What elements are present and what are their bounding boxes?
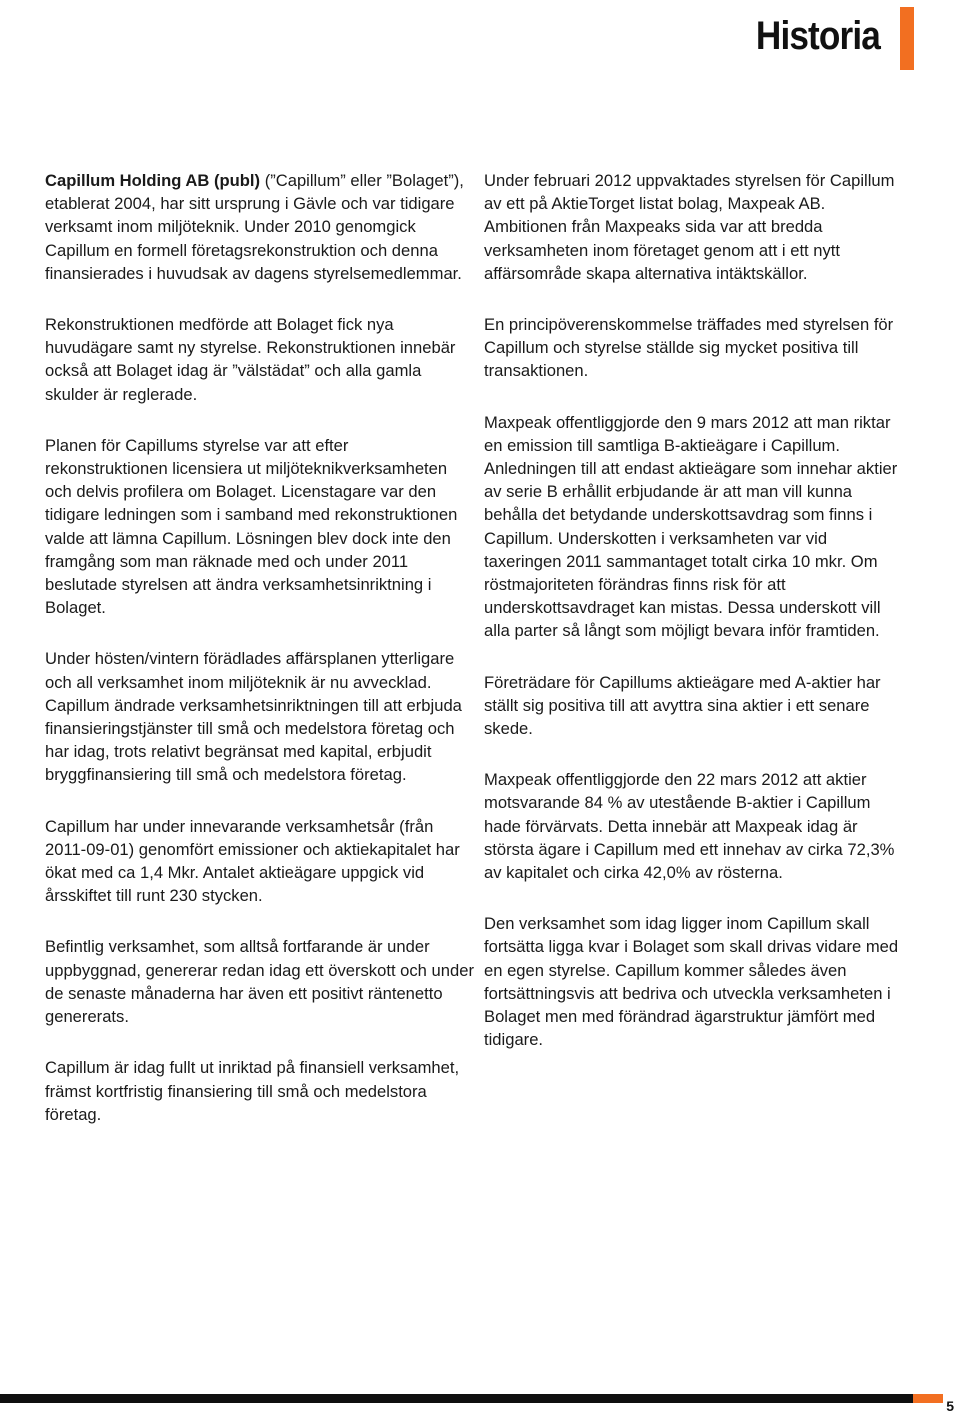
paragraph: Under februari 2012 uppvaktades styrelsen för Capillum av ett på AktieTorget listat bolag, Maxpeak AB. Ambitionen från Maxpeaks sida var att bredda verksamheten inom företaget genom att i ett nytt affärsområde skapa alternativa intäktskällor. bbox=[484, 171, 895, 283]
intro-text: (”Capillum” eller ”Bolaget”), etablerat 2004, har sitt ursprung i Gävle och var tidigare verksamt inom miljöteknik. Under 2010 genomgick Capillum en formell företagsrekonstruktion och denna finansierades i huvudsak av dagens styrelsemedlemmar. bbox=[45, 171, 464, 283]
paragraph: Capillum är idag fullt ut inriktad på finansiell verksamhet, främst kortfristig finansiering till små och medelstora företag. bbox=[45, 1058, 460, 1124]
left-column bbox=[45, 169, 475, 1154]
paragraph: Maxpeak offentliggjorde den 22 mars 2012 att aktier motsvarande 84 % av utestående B-aktier i Capillum hade förvärvats. Detta innebär att Maxpeak idag är största ägare i Capillum med ett innehav av cirka 72,3% av kapitalet och cirka 42,0% av rösterna. bbox=[484, 770, 895, 883]
paragraph bbox=[45, 169, 475, 285]
page-title: Historia bbox=[755, 14, 880, 58]
paragraph: Befintlig verksamhet, som alltså fortfarande är under uppbyggnad, genererar redan idag ett överskott och under de senaste månaderna har även ett positivt räntenetto genererats. bbox=[45, 937, 474, 1027]
paragraph: Maxpeak offentliggjorde den 9 mars 2012 att man riktar en emission till samtliga B-aktieägare i Capillum. Anledningen till att endast aktieägare som innehar aktier av serie B erhållit erbjudande är att man vill kunna behålla det betydande underskottsavdrag som finns i Capillum. Underskotten i verksamheten var vid taxeringen 2011 sammantaget totalt cirka 10 mkr. Om röstmajoriteten förändras finns risk för att underskottsavdraget kan mistas. Dessa underskott vill alla parter så långt som möjligt bevara inför framtiden. bbox=[484, 412, 898, 641]
footer-bar bbox=[0, 1394, 913, 1403]
paragraph: Planen för Capillums styrelse var att efter rekonstruktionen licensiera ut miljöteknikverksamheten och delvis profilera om Bolaget. Licenstagare var den tidigare ledningen som i samband med rekonstruktionen valde att lämna Capillum. Lösningen blev dock inte den framgång som man räknade med och under 2011 beslutade styrelsen att ändra verksamhetsinriktning i Bolaget. bbox=[45, 435, 458, 618]
accent-bar bbox=[900, 7, 914, 70]
right-column bbox=[484, 169, 904, 1080]
company-name: Capillum Holding AB (publ) bbox=[45, 171, 261, 190]
paragraph: Företrädare för Capillums aktieägare med A-aktier har ställt sig positiva till att avyttra sina aktier i ett senare skede. bbox=[484, 672, 881, 739]
paragraph: Rekonstruktionen medförde att Bolaget fick nya huvudägare samt ny styrelse. Rekonstruktionen innebär också att Bolaget idag är ”välstädat” och alla gamla skulder är reglerade. bbox=[45, 315, 456, 404]
paragraph: Under hösten/vintern förädlades affärsplanen ytterligare och all verksamhet inom miljöteknik är nu avvecklad. Capillum ändrade verksamhetsinriktningen till att erbjuda finansieringstjänster till små och medelstora företag och har idag, trots relativt begränsat med kapital, erbjudit bryggfinansiering till små och medelstora företag. bbox=[45, 649, 462, 785]
paragraph: En principöverenskommelse träffades med styrelsen för Capillum och styrelse ställde sig mycket positiva till transaktionen. bbox=[484, 315, 894, 381]
footer-accent bbox=[913, 1394, 943, 1403]
paragraph: Den verksamhet som idag ligger inom Capillum skall fortsätta ligga kvar i Bolaget som skall drivas vidare med en egen styrelse. Capillum kommer således även fortsättningsvis att bedriva och utveckla verksamheten i Bolaget men med förändrad ägarstruktur jämfört med tidigare. bbox=[484, 914, 899, 1050]
paragraph: Capillum har under innevarande verksamhetsår (från 2011-09-01) genomfört emissioner och aktiekapitalet har ökat med ca 1,4 Mkr. Antalet aktieägare uppgick vid årsskiftet till runt 230 stycken. bbox=[45, 816, 460, 906]
page-number: 5 bbox=[946, 1398, 954, 1414]
